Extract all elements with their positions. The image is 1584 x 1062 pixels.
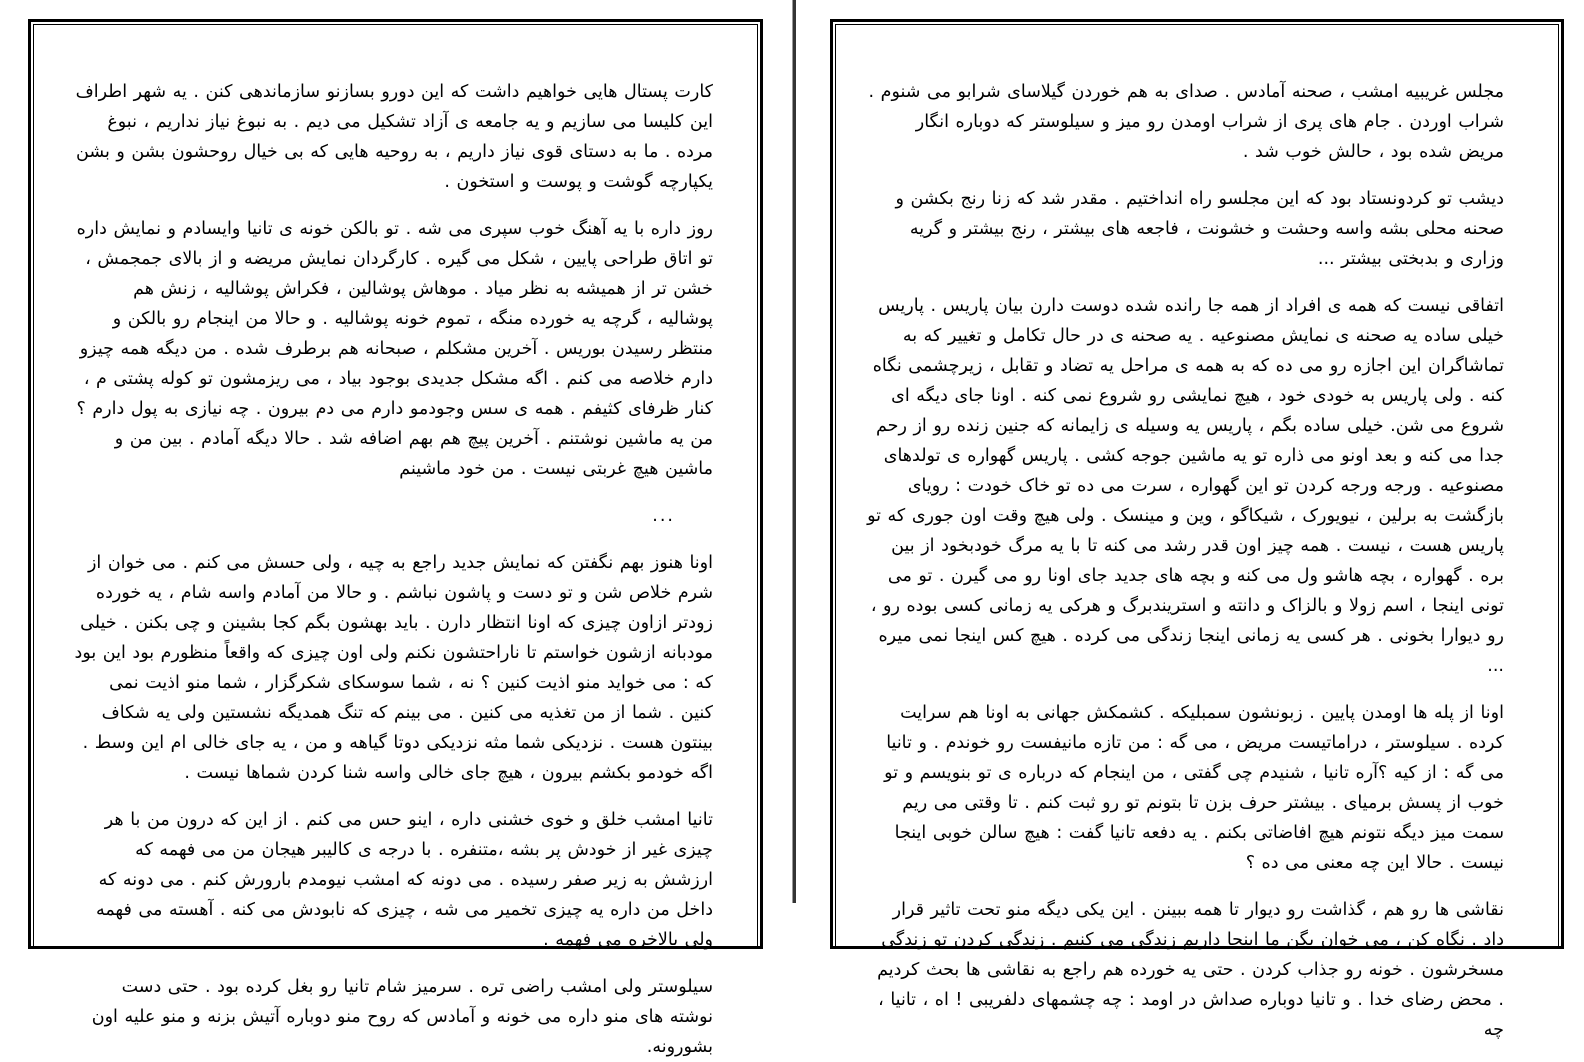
right-page	[830, 19, 1564, 1040]
paragraph: روز داره با یه آهنگ خوب سپری می شه . تو بالکن خونه ی تانیا وایسادم و نمایش داره تو اتاق طراحی پایین ، شکل می گیره . کارگردان نمایش مریضه و از بالای جمجمش ، خشن تر از همیشه به نظر میاد . موهاش پوشالین ، فکراش پوشالیه ، زنش هم پوشالیه ، گرچه یه خورده منگه ، تموم خونه پوشالیه . و حالا من اینجام رو بالکن و منتظر رسیدن بوریس . آخرین مشکلم ، صبحانه هم برطرف شده . من دیگه همه چیزو دارم خلاصه می کنم . اگه مشکل جدیدی بوجود بیاد ، می ریزمشون تو کوله پشتی م ، کنار ظرفای کثیفم . همه ی سس وجودمو دارم می دم بیرون . چه نیازی به پول دارم ؟من یه ماشین نوشتنم . آخرین پیچ هم بهم اضافه شد . حالا دیگه آمادم . بین من و ماشین هیچ غربتی نیست . من خود ماشینم	[76, 219, 713, 479]
left-page-inner-frame	[33, 24, 758, 1057]
paragraph: مجلس غریبیه امشب ، صحنه آمادس . صدای به هم خوردن گیلاسای شرابو می شنوم . شراب اوردن . جام های پری از شراب اومدن رو میز و سیلوستر که دوباره انگار مریض شده بود ، حالش خوب شد .	[868, 82, 1504, 162]
page-spine-divider	[792, 0, 796, 903]
left-page	[28, 19, 763, 1057]
right-page-inner-frame	[835, 24, 1559, 1040]
paragraph: کارت پستال هایی خواهیم داشت که این دورو بسازنو سازماندهی کنن . یه شهر اطراف این کلیسا می سازیم و یه جامعه ی آزاد تشکیل می دیم . به نبوغ نیاز نداریم ، نبوغ مرده . ما به دستای قوی نیاز داریم ، به روحیه هایی که بی خیال روحشون بشن و بشن یکپارچه گوشت و پوست و استخون .	[75, 82, 713, 192]
paragraph: اونا از پله ها اومدن پایین . زبونشون سمبلیکه . کشمکش جهانی به اونا هم سرایت کرده . سیلوستر ، دراماتیست مریض ، می گه : من تازه مانیفست رو خوندم . و تانیا می گه : از کیه ؟آره تانیا ، شنیدم چی گفتی ، من اینجام که درباره ی تو بنویسم و تو خوب از پسش برمیای . بیشتر حرف بزن تا بتونم تو رو ثبت کنم . تا وقتی می ریم سمت میز دیگه نتونم هیچ افاضاتی بکنم . یه دفعه تانیا گفت : هیچ سالن خوبی اینجا نیست . حالا این چه معنی می ده ؟	[884, 703, 1504, 873]
paragraph: دیشب تو کردونستاد بود که این مجلسو راه انداختیم . مقدر شد که زنا رنج بکشن و صحنه محلی بشه واسه وحشت و خشونت ، فاجعه های بیشتر ، رنج بیشتر و گریه وزاری و بدبختی بیشتر ...	[895, 189, 1504, 269]
paragraph: سیلوستر ولی امشب راضی تره . سرمیز شام تانیا رو بغل کرده بود . حتی دست نوشته های منو داره می خونه و آمادس که روح منو دوباره آتیش بزنه و منو علیه اون بشورونه.	[91, 977, 713, 1057]
paragraph: ...	[652, 506, 675, 526]
paragraph: نقاشی ها رو هم ، گذاشت رو دیوار تا همه ببینن . این یکی دیگه منو تحت تاثیر قرار داد . نگاه کن ، می خوان بگن ما اینجا داریم زندگی می کنیم . زندگی کردن تو زندگی مسخرشون . خونه رو جذاب کردن . حتی یه خورده هم راجع به نقاشی ها بحث کردیم . محض رضای خدا . و تانیا دوباره صداش در اومد : چه چشمهای دلفریبی ! اه ، تانیا ، چه	[877, 900, 1504, 1040]
left-page-text	[34, 25, 757, 1062]
right-page-text	[836, 25, 1558, 1045]
paragraph: اونا هنوز بهم نگفتن که نمایش جدید راجع به چیه ، ولی حسش می کنم . می خوان از شرم خلاص شن و تو دست و پاشون نباشم . و حالا من آمادم واسه شام ، یه خورده زودتر ازاون چیزی که اونا انتظار دارن . باید بهشون بگم کجا بشینن و چی بکنن . خیلی مودبانه ازشون خواستم تا ناراحتشون نکنم ولی اون چیزی که واقعاً منظورم بود این بود که : می خواید منو اذیت کنین ؟ نه ، شما سوسکای شکرگزار ، شما منو اذیت نمی کنین . شما از من تغذیه می کنین . می بینم که تنگ همدیگه نشستین ولی یه شکاف بینتون هست . نزدیکی شما مثه نزدیکی دوتا گیاهه و من ، یه جای خالی ام این وسط . اگه خودمو بکشم بیرون ، هیچ جای خالی واسه شنا کردن شماها نیست .	[74, 553, 713, 783]
paragraph: اتفاقی نیست که همه ی افراد از همه جا رانده شده دوست دارن بیان پاریس . پاریس خیلی ساده یه صحنه ی نمایش مصنوعیه . یه صحنه ی در حال تکامل و تغییر که به تماشاگران این اجازه رو می ده که به همه ی مراحل یه تضاد و تقابل ، زیرچشمی نگاه کنه . ولی پاریس به خودی خود ، هیچ نمایشی رو شروع نمی کنه . اونا جای دیگه ای شروع می شن. خیلی ساده بگم ، پاریس یه وسیله ی زایمانه که جنین زنده رو از رحم جدا می کنه و بعد اونو می ذاره تو یه ماشین جوجه کشی . پاریس گهواره ی تولدهای مصنوعیه . ورجه ورجه کردن تو این گهواره ، سرت می ده تو خاک خودت : رویای بازگشت به برلین ، نیویورک ، شیکاگو ، وین و مینسک . ولی هیچ وقت اون جوری که تو پاریس هست ، نیست . همه چیز اون قدر رشد می کنه تا با یه مرگ خودبخود از بین بره . گهواره ، بچه هاشو ول می کنه و بچه های جدید جای اونا رو می گیرن . تو می تونی اینجا ، اسم زولا و بالزاک و دانته و استریندبرگ و هرکی یه زمانی کسی بوده رو ، رو دیوارا بخونی . هر کسی یه زمانی اینجا زندگی می کرده . هیچ کس اینجا نمی میره ...	[867, 296, 1504, 676]
paragraph: تانیا امشب خلق و خوی خشنی داره ، اینو حس می کنم . از این که درون من با هر چیزی غیر از خودش پر بشه ،متنفره . با درجه ی کالیبر هیجان من می فهمه که ارزشش به زیر صفر رسیده . می دونه که امشب نیومدم بارورش کنم . می دونه که داخل من داره یه چیزی تخمیر می شه ، چیزی که نابودش می کنه . آهسته می فهمه ولی بالاخره می فهمه .	[95, 810, 713, 950]
